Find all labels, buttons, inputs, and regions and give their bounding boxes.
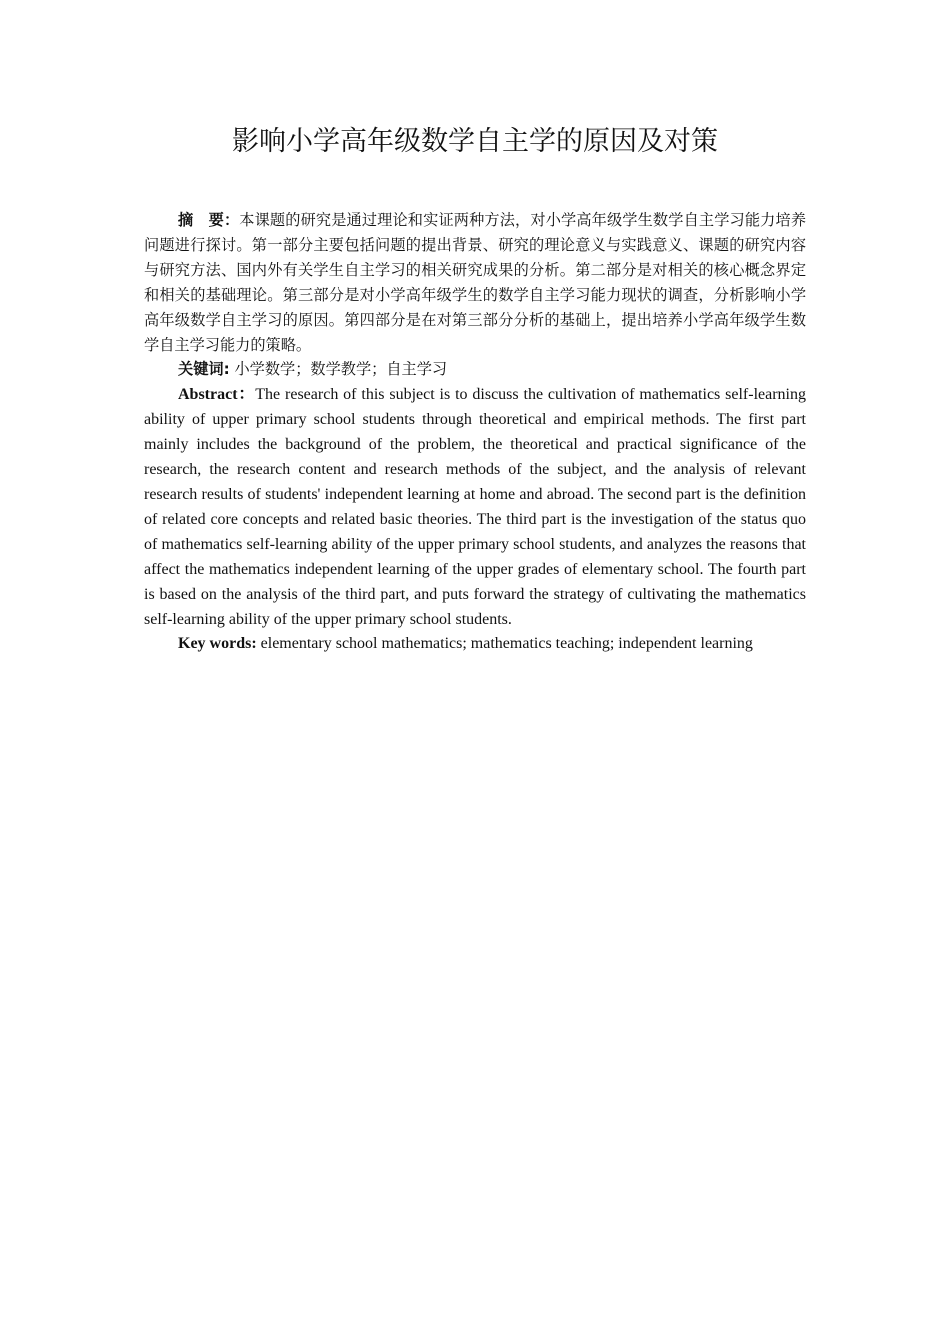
chinese-keywords-text: 小学数学；数学教学；自主学习 [229, 360, 448, 378]
english-keywords-label: Key words: [178, 635, 257, 652]
chinese-abstract-text: 本课题的研究是通过理论和实证两种方法，对小学高年级学生数学自主学习能力培养问题进行探讨。第一部分主要包括问题的提出背景、研究的理论意义与实践意义、课题的研究内容与研究方法、国内外有关学生自主学习的相关研究成果的分析。第二部分是对相关的核心概念界定和相关的基础理论。第三部分是对小学高年级学生的数学自主学习能力现状的调查，分析影响小学高年级数学自主学习的原因。第四部分是在对第三部分分析的基础上，提出培养小学高年级学生数学自主学习能力的策略。 [144, 211, 806, 354]
chinese-keywords-label: 关键词: [178, 360, 230, 378]
english-keywords [144, 631, 806, 656]
english-abstract-label: Abstract： [178, 386, 256, 403]
english-abstract [144, 382, 806, 632]
english-abstract-text: The research of this subject is to discuss the cultivation of mathematics self-learning ability of upper primary school students through theoretical and empirical methods. The first part mainly includes the background of the problem, the theoretical and practical significance of the research, the research content and research methods of the subject, and the analysis of relevant research results of students' independent learning at home and abroad. The second part is the definition of related core concepts and related basic theories. The third part is the investigation of the status quo of mathematics self-learning ability of the upper primary school students, and analyzes the reasons that affect the mathematics independent learning of the upper grades of elementary school. The fourth part is based on the analysis of the third part, and puts forward the strategy of cultivating the mathematics self-learning ability of the upper primary school students. [144, 386, 806, 628]
page-title: 影响小学高年级数学自主学的原因及对策 [232, 126, 718, 157]
chinese-keywords [144, 357, 806, 382]
chinese-abstract [144, 208, 806, 358]
english-keywords-text: elementary school mathematics; mathematics teaching; independent learning [256, 635, 753, 652]
chinese-abstract-label: 摘 要： [178, 211, 240, 229]
